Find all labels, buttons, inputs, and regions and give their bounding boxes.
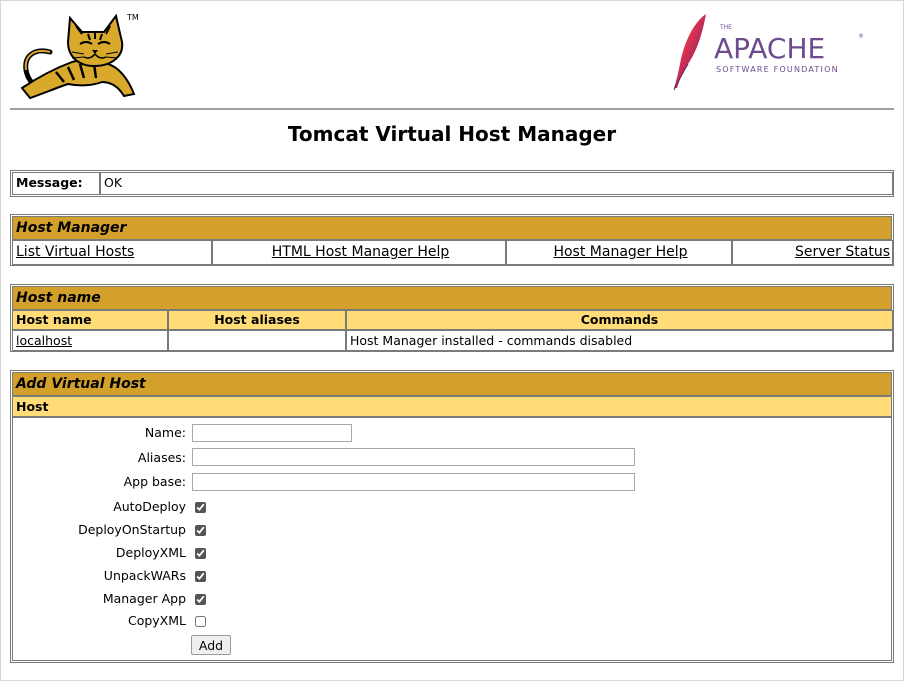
unpackwars-checkbox[interactable] [195,571,206,582]
name-input[interactable] [192,424,352,442]
column-header-host-aliases: Host aliases [168,310,346,330]
header-divider [10,108,894,110]
apache-logo [672,12,868,92]
aliases-input[interactable] [192,448,635,466]
host-list-table [10,284,894,352]
server-status-link[interactable]: Server Status [795,244,890,260]
autodeploy-label: AutoDeploy [113,499,186,514]
apache-feather-icon [674,14,706,90]
manager-app-label: Manager App [102,591,186,606]
page-title: Tomcat Virtual Host Manager [287,122,617,146]
host-list-title: Host name [12,286,892,310]
aliases-label: Aliases: [137,450,186,465]
host-manager-title: Host Manager [12,216,892,240]
list-virtual-hosts-link[interactable]: List Virtual Hosts [16,244,135,260]
tomcat-logo [12,12,144,100]
host-manager-table [10,214,894,266]
name-label: Name: [144,425,186,440]
nav-cell-help [506,240,732,265]
nav-cell-html-help [212,240,506,265]
message-value: OK [100,172,893,195]
deployxml-label: DeployXML [115,545,186,560]
message-table [10,170,894,197]
trademark-text: TM [127,13,139,22]
apache-the-text: THE [720,24,732,31]
deployonstartup-label: DeployOnStartup [78,522,186,537]
autodeploy-checkbox[interactable] [195,502,206,513]
table-row-commands-cell: Host Manager installed - commands disabled [346,330,893,351]
add-virtual-host-title: Add Virtual Host [12,372,892,396]
host-manager-help-link[interactable]: Host Manager Help [553,244,688,260]
apache-name-text: APACHE [714,32,826,65]
apache-registered-text: ® [858,33,864,40]
nav-cell-status [732,240,893,265]
copyxml-label: CopyXML [127,613,186,628]
deployonstartup-checkbox[interactable] [195,525,206,536]
apache-sub-text: SOFTWARE FOUNDATION [716,65,839,74]
column-header-host-name: Host name [12,310,168,330]
app-base-input[interactable] [192,473,635,491]
nav-cell-list [12,240,212,265]
html-host-manager-help-link[interactable]: HTML Host Manager Help [271,244,450,260]
copyxml-checkbox[interactable] [195,616,206,627]
table-row-host-name-cell [12,330,168,351]
unpackwars-label: UnpackWARs [103,568,186,583]
column-header-commands: Commands [346,310,893,330]
app-base-label: App base: [123,474,186,489]
add-button[interactable]: Add [191,635,231,655]
host-subheader: Host [12,396,892,417]
table-row-host-aliases-cell [168,330,346,351]
localhost-link[interactable]: localhost [16,333,73,348]
deployxml-checkbox[interactable] [195,548,206,559]
manager-app-checkbox[interactable] [195,594,206,605]
message-label: Message: [12,172,100,195]
tomcat-cat-icon [22,16,134,98]
